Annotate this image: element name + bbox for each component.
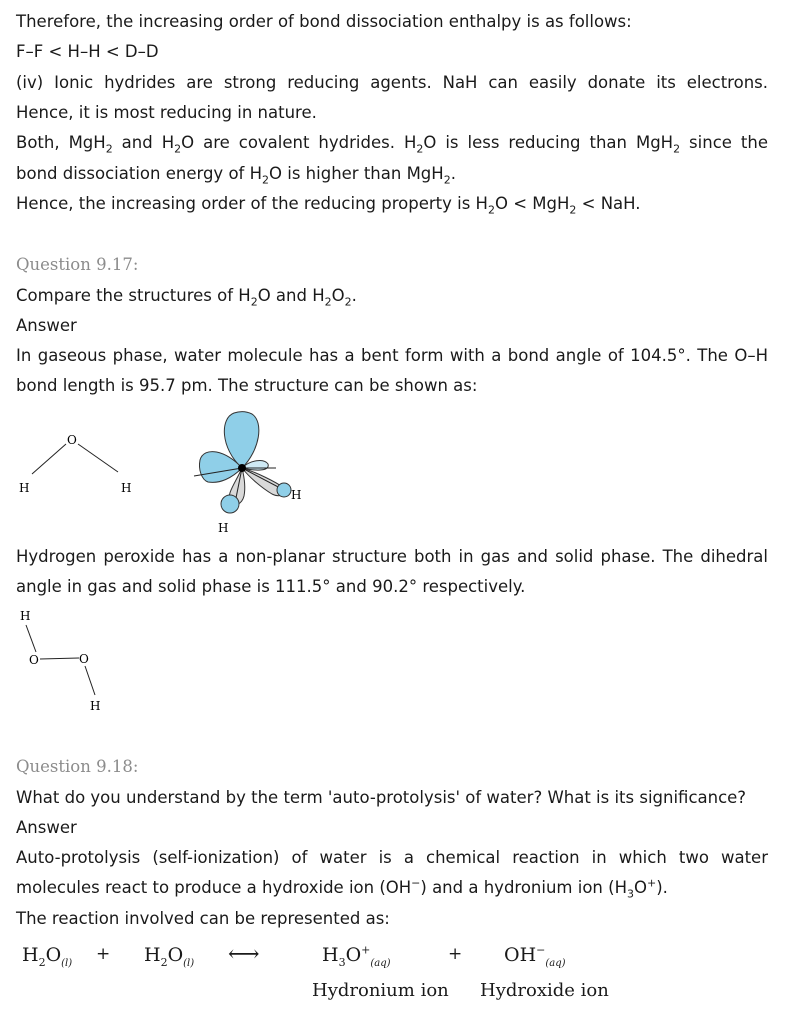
equilibrium-arrow: ⟷ — [228, 942, 260, 967]
text-line: Hence, the increasing order of the reducing property is $H_2O < MgH_2$ < NaH. — [16, 194, 641, 217]
text-line: bond dissociation energy of $H_2O$ is higher than MgH$_2$. — [16, 164, 456, 187]
text-line: Both, MgH$_2$ and $H_2O$ are covalent hydrides. $H_2O$ is less reducing than MgH$_2$ since the — [16, 133, 768, 156]
oxygen-label: O — [29, 653, 39, 667]
text-line: The reaction involved can be represented as: — [16, 909, 390, 928]
answer-label: Answer — [16, 316, 77, 335]
question-text: What do you understand by the term 'auto-protolysis' of water? What is its significance? — [16, 788, 747, 807]
hydrogen-label: H — [291, 488, 302, 502]
plus-sign: + — [448, 944, 463, 964]
text-line: In gaseous phase, water molecule has a bent form with a bond angle of 104.5°. The O–H — [16, 346, 768, 365]
question-heading: Question 9.17: — [16, 255, 139, 274]
reactant-water: $H_2O_{(l)}$ — [144, 944, 195, 969]
product-hydronium: $H_3O^+_{(aq)}$ — [322, 943, 391, 969]
text-line: Hence, it is most reducing in nature. — [16, 103, 317, 122]
hydrogen-label: H — [121, 481, 132, 495]
oxygen-nucleus — [238, 464, 246, 472]
text-line: Therefore, the increasing order of bond dissociation enthalpy is as follows: — [16, 12, 632, 31]
reactant-water: $H_2O_{(l)}$ — [22, 944, 73, 969]
text-line: bond length is 95.7 pm. The structure can be shown as: — [16, 376, 478, 395]
text-line: angle in gas and solid phase is 111.5° and 90.2° respectively. — [16, 577, 526, 596]
question-text: Compare the structures of $H_2O$ and $H_2O_2$. — [16, 286, 357, 309]
oxygen-label: O — [79, 652, 89, 666]
hydroxide-label: Hydroxide ion — [480, 980, 609, 1001]
hydrogen-label: H — [20, 609, 31, 623]
question-heading: Question 9.18: — [16, 757, 139, 776]
answer-label: Answer — [16, 818, 77, 837]
hydrogen-label: H — [19, 481, 30, 495]
text-line: molecules react to produce a hydroxide ion (OH−) and a hydronium ion $(H_3O^+)$. — [16, 876, 668, 901]
oxygen-label: O — [67, 433, 77, 447]
text-line: F–F < H–H < D–D — [16, 42, 159, 61]
text-line: (iv) Ionic hydrides are strong reducing agents. NaH can easily donate its electrons. — [16, 73, 768, 92]
text-line: Hydrogen peroxide has a non-planar structure both in gas and solid phase. The dihedral — [16, 547, 768, 566]
text-line: Auto-protolysis (self-ionization) of water is a chemical reaction in which two water — [16, 848, 768, 867]
hydrogen-orbital — [221, 495, 239, 513]
water-bent-structure-diagram — [0, 420, 170, 510]
hydrogen-label: H — [218, 521, 229, 535]
hydrogen-orbital — [277, 483, 291, 497]
hydronium-label: Hydronium ion — [312, 980, 449, 1001]
plus-sign: + — [96, 944, 111, 964]
product-hydroxide: $OH^-_{(aq)}$ — [504, 943, 566, 969]
hydrogen-label: H — [90, 699, 101, 713]
hydrogen-peroxide-structure-diagram — [0, 600, 130, 715]
water-orbital-diagram — [180, 408, 320, 536]
